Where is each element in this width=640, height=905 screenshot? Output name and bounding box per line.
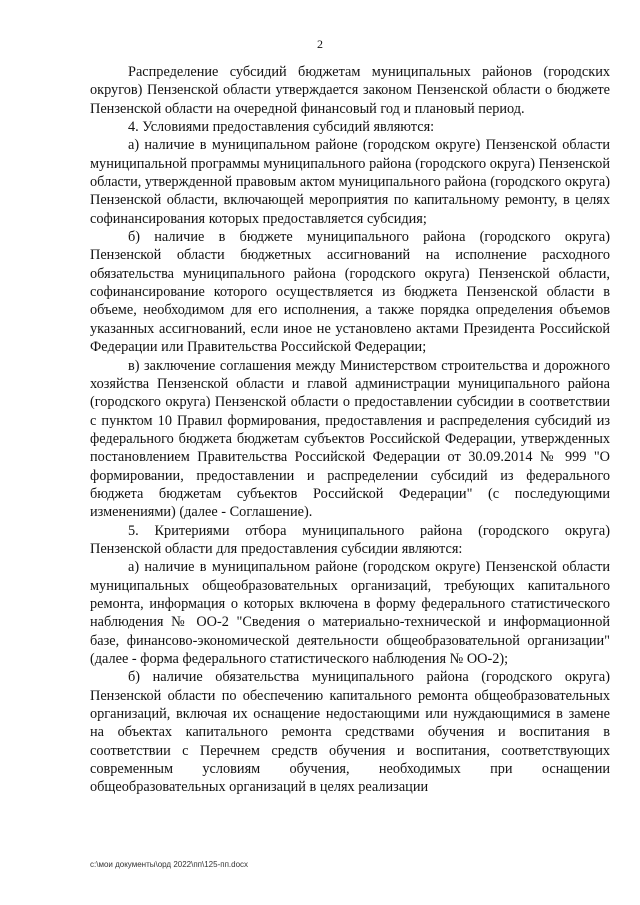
footer-file-path: c:\мои документы\орд 2022\пп\125-пп.docx	[90, 860, 249, 869]
paragraph-section-5-heading: 5. Критериями отбора муниципального района (городского округа) Пензенской области для предоставления субсидии являются:	[90, 522, 610, 557]
document-body	[90, 63, 610, 797]
paragraph-section-4-heading: 4. Условиями предоставления субсидий являются:	[128, 119, 435, 136]
page-number: 2	[317, 37, 323, 51]
paragraph-condition-b: б) наличие в бюджете муниципального района (городского округа) Пензенской области бюджетных ассигнований на исполнение расходного обязательства муниципального района (городского округа) Пензенской области, софинансирование которого осуществляется из бюджета Пензенской области в объеме, необходимом для его исполнения, а также порядка определения объемов указанных ассигнований, если иное не установлено актами Президента Российской Федерации или Правительства Российской Федерации;	[90, 229, 610, 356]
paragraph-condition-v: в) заключение соглашения между Министерством строительства и дорожного хозяйства Пензенской области и главой администрации муниципального района (городского округа) Пензенской области о предоставлении субсидии в соответствии с пунктом 10 Правил формирования, предоставления и распределения субсидий из федерального бюджета бюджетам субъектов Российской Федерации, утвержденных постановлением Правительства Российской Федерации от 30.09.2014 № 999 "О формировании, предоставлении и распределении субсидий из федерального бюджета бюджетам субъектов Российской Федерации" (с последующими изменениями) (далее - Соглашение).	[90, 357, 610, 521]
paragraph-subsidy-distribution: Распределение субсидий бюджетам муниципальных районов (городских округов) Пензенской области утверждается законом Пензенской области о бюджете Пензенской области на очередной финансовый год и плановый период.	[90, 64, 610, 117]
paragraph-criterion-a: а) наличие в муниципальном районе (городском округе) Пензенской области муниципальных общеобразовательных организаций, требующих капитального ремонта, информация о которых включена в форму федерального статистического наблюдения № ОО-2 "Сведения о материально-технической и информационной базе, финансово-экономической деятельности общеобразовательной организации" (далее - форма федерального статистического наблюдения № ОО-2);	[90, 559, 610, 667]
paragraph-criterion-b: б) наличие обязательства муниципального района (городского округа) Пензенской области по обеспечению капитального ремонта общеобразовательных организаций, включая их оснащение недостающими или нуждающимися в замене на объектах капитального ремонта средствами обучения и воспитания в соответствии с Перечнем средств обучения и воспитания, соответствующих современным условиям обучения, необходимых при оснащении общеобразовательных организаций в целях реализации	[90, 669, 610, 796]
paragraph-condition-a: а) наличие в муниципальном районе (городском округе) Пензенской области муниципальной программы муниципального района (городского округа) Пензенской области, утвержденной правовым актом муниципального района (городского округа) Пензенской области, включающей мероприятия по капитальному ремонту, в целях софинансирования которых предоставляется субсидия;	[90, 137, 610, 227]
